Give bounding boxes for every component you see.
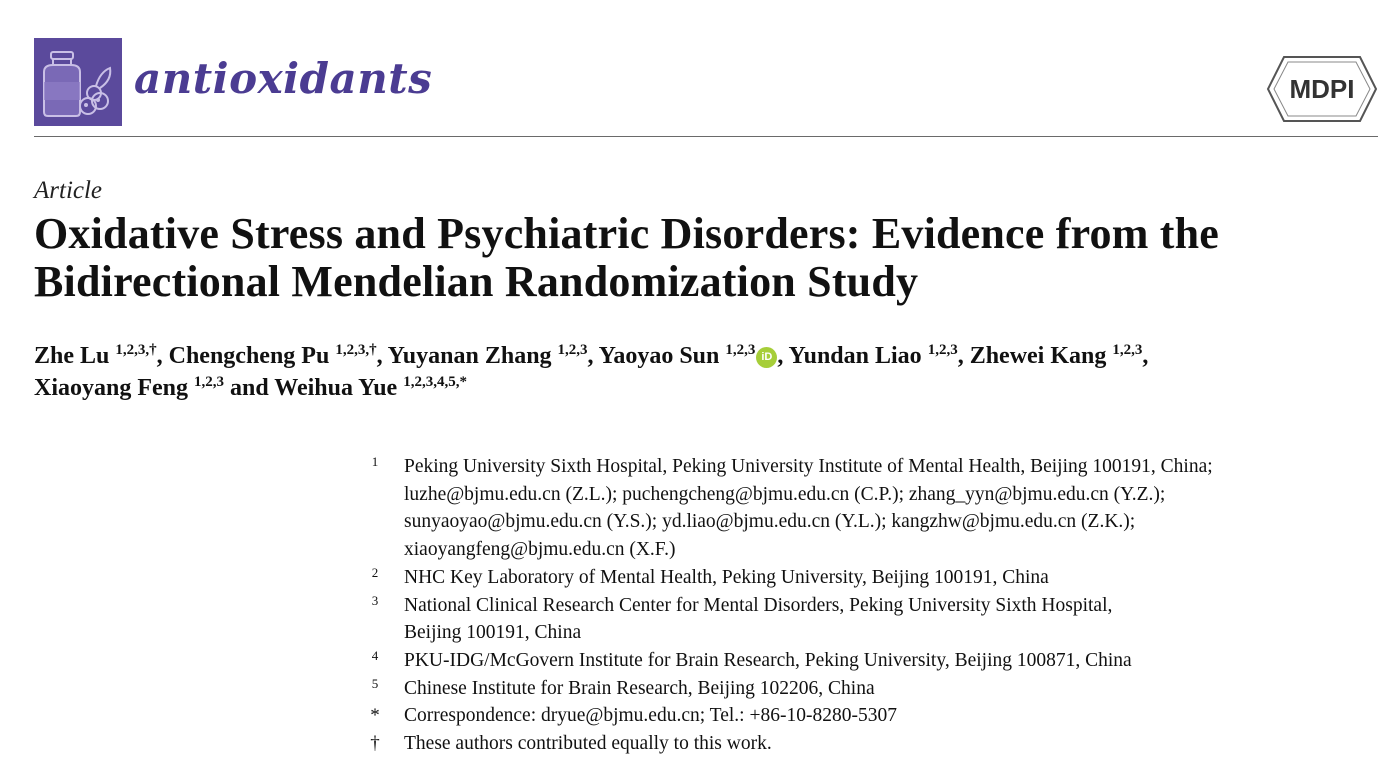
author-separator: , <box>957 343 970 369</box>
affiliation-marker: 2 <box>371 564 379 580</box>
affiliation-text <box>404 647 1360 675</box>
title-line: Bidirectional Mendelian Randomization Study <box>34 257 919 306</box>
journal-logo[interactable] <box>34 38 122 126</box>
affiliation-marker: 5 <box>371 675 379 691</box>
affiliation-item <box>360 592 1360 647</box>
affiliation-marker: 1 <box>371 454 379 469</box>
affiliation-line: Beijing 100191, China <box>404 622 582 644</box>
affiliation-list <box>360 453 1360 758</box>
author-affiliation-marks: 1,2,3,† <box>115 342 157 358</box>
author-affiliation-marks: 1,2,3 <box>1112 342 1143 358</box>
author-affiliation-marks: 1,2,3 <box>725 342 756 358</box>
affiliation-marker: 4 <box>371 647 379 663</box>
author-name[interactable]: Yundan Liao <box>788 343 922 369</box>
title-line: Oxidative Stress and Psychiatric Disorders: Evidence from the <box>34 209 1220 258</box>
affiliation-marker: 3 <box>371 592 379 608</box>
header-divider <box>34 136 1378 137</box>
author-name[interactable]: Yaoyao Sun <box>598 343 720 369</box>
author-affiliation-marks: 1,2,3 <box>194 374 225 390</box>
article-type: Article <box>34 177 103 204</box>
correspondence-marker: * <box>370 705 380 727</box>
equal-contribution-note <box>360 730 1360 758</box>
affiliation-line: National Clinical Research Center for Mental Disorders, Peking University Sixth Hospital, <box>404 594 1113 616</box>
affiliation-line[interactable]: luzhe@bjmu.edu.cn (Z.L.); puchengcheng@bjmu.edu.cn (C.P.); zhang_yyn@bjmu.edu.cn (Y.Z.); <box>404 483 1166 505</box>
author-list <box>34 340 1379 404</box>
author-line <box>34 372 1379 404</box>
equal-contribution-marker: † <box>370 733 380 755</box>
affiliation-text <box>404 730 1360 758</box>
author-affiliation-marks: 1,2,3,4,5,* <box>403 374 467 390</box>
author-name[interactable]: Zhe Lu <box>34 343 110 369</box>
affiliation-line: Peking University Sixth Hospital, Peking University Institute of Mental Health, Beijing 100191, China; <box>404 456 1213 477</box>
article-title <box>34 210 1374 306</box>
orcid-icon[interactable]: iD <box>756 347 777 368</box>
affiliation-line: NHC Key Laboratory of Mental Health, Peking University, Beijing 100191, China <box>404 566 1049 588</box>
affiliation-line[interactable]: xiaoyangfeng@bjmu.edu.cn (X.F.) <box>404 539 676 561</box>
affiliation-text <box>404 592 1360 647</box>
journal-name[interactable]: antioxidants <box>134 54 433 103</box>
author-affiliation-marks: 1,2,3 <box>557 342 588 358</box>
affiliation-item <box>360 675 1360 703</box>
affiliation-text <box>404 675 1360 703</box>
correspondence-note <box>360 702 1360 730</box>
correspondence-line[interactable]: Correspondence: dryue@bjmu.edu.cn; Tel.: +86-10-8280-5307 <box>404 705 897 727</box>
publisher-name: MDPI <box>1289 74 1355 104</box>
author-name[interactable]: Zhewei Kang <box>969 343 1107 369</box>
author-affiliation-marks: 1,2,3,† <box>335 342 377 358</box>
affiliation-item <box>360 647 1360 675</box>
affiliation-text <box>404 702 1360 730</box>
affiliation-line: Chinese Institute for Brain Research, Beijing 102206, China <box>404 677 875 699</box>
author-affiliation-marks: 1,2,3 <box>927 342 958 358</box>
author-name[interactable]: Weihua Yue <box>274 375 398 401</box>
affiliation-item <box>360 564 1360 592</box>
author-name[interactable]: Yuyanan Zhang <box>387 343 552 369</box>
author-separator: , <box>1142 343 1149 369</box>
author-name[interactable]: Xiaoyang Feng <box>34 375 189 401</box>
affiliation-line[interactable]: sunyaoyao@bjmu.edu.cn (Y.S.); yd.liao@bjmu.edu.cn (Y.L.); kangzhw@bjmu.edu.cn (Z.K.); <box>404 511 1136 533</box>
author-separator: , <box>156 343 169 369</box>
publisher-logo[interactable] <box>1266 54 1378 124</box>
antioxidant-bottle-icon <box>34 38 122 126</box>
author-line <box>34 340 1379 372</box>
author-separator: , <box>587 343 599 369</box>
author-separator: , <box>777 343 789 369</box>
author-separator: , <box>376 343 388 369</box>
author-separator: and <box>224 375 275 401</box>
author-name[interactable]: Chengcheng Pu <box>168 343 330 369</box>
affiliation-text <box>404 453 1360 564</box>
affiliation-text <box>404 564 1360 592</box>
affiliation-line: PKU-IDG/McGovern Institute for Brain Research, Peking University, Beijing 100871, China <box>404 649 1132 671</box>
journal-header <box>34 38 1378 137</box>
affiliation-item <box>360 453 1360 564</box>
equal-contribution-line: These authors contributed equally to this work. <box>404 733 772 755</box>
